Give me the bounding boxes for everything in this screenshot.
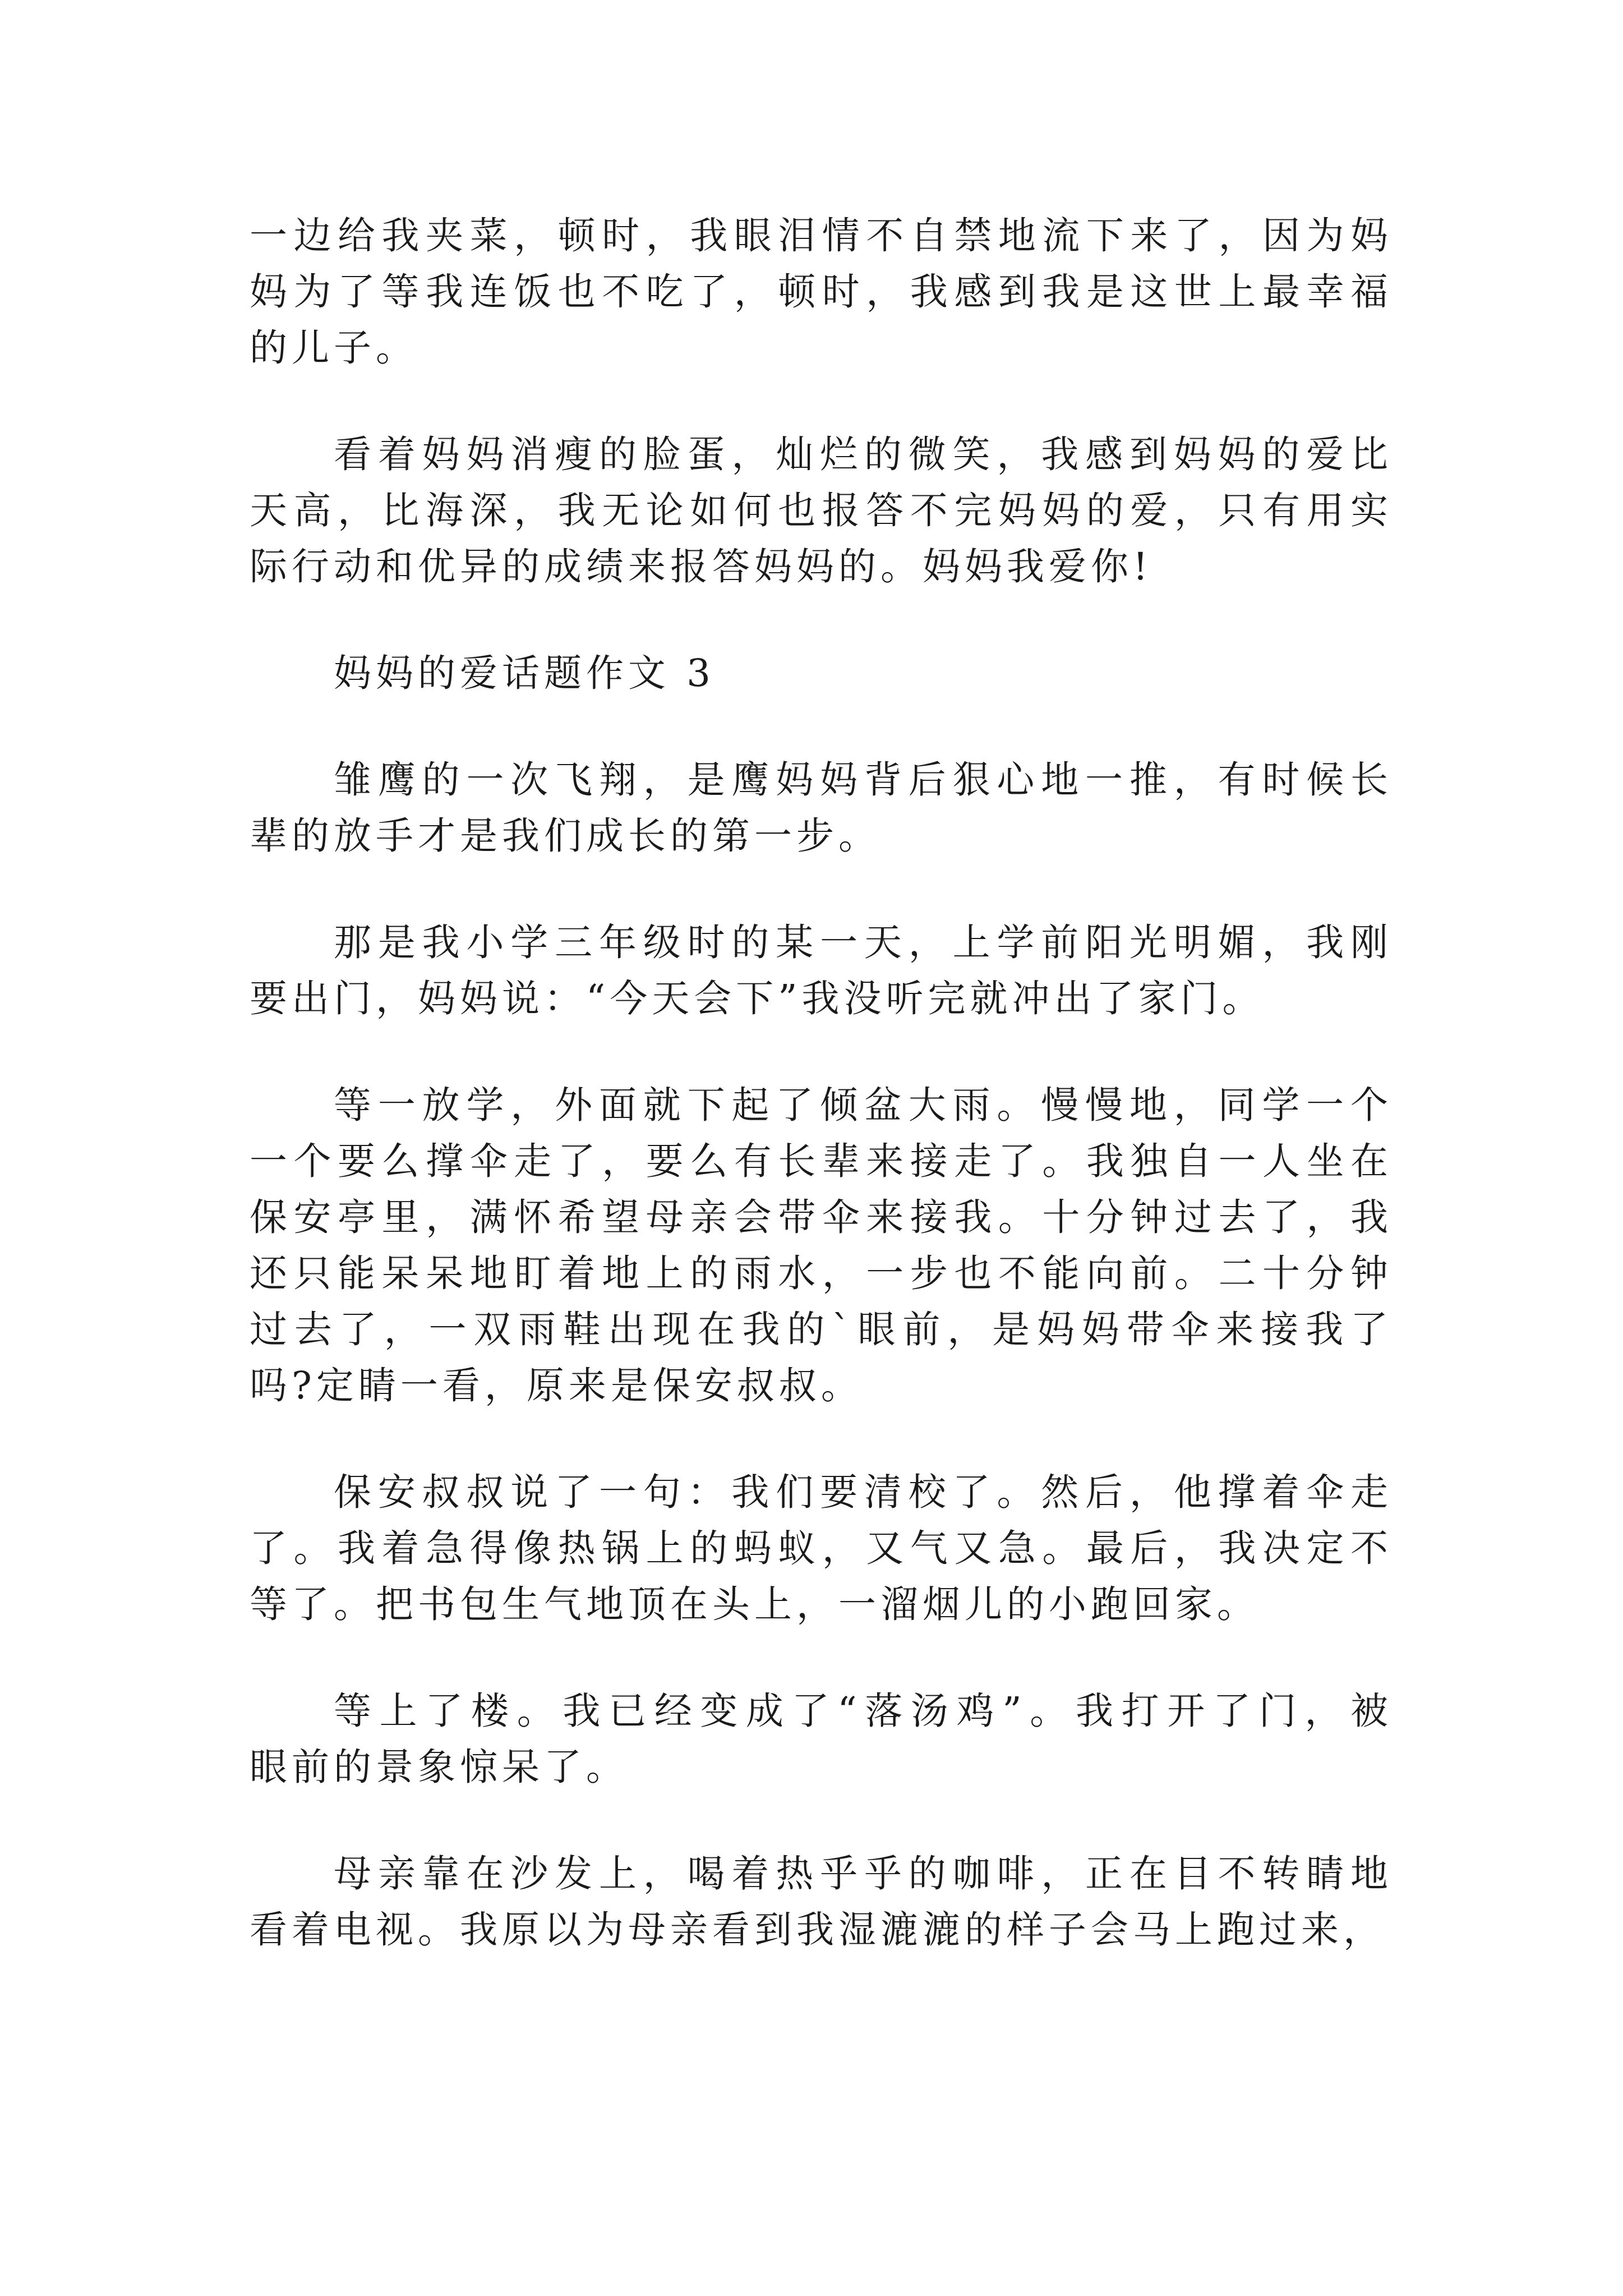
text-line: 一个要么撑伞走了，要么有长辈来接走了。我独自一人坐在 [250, 1139, 1388, 1183]
text-line: 等上了楼。我已经变成了“落汤鸡”。我打开了门，被 [334, 1689, 1388, 1733]
paragraph [250, 1077, 1388, 1414]
text-line: 保安叔叔说了一句：我们要清校了。然后，他撑着伞走 [334, 1470, 1388, 1514]
text-line: 天高，比海深，我无论如何也报答不完妈妈的爱，只有用实 [250, 489, 1388, 532]
text-line: 妈为了等我连饭也不吃了，顿时，我感到我是这世上最幸福 [250, 270, 1388, 314]
paragraph [250, 752, 1388, 864]
text-line: 等了。把书包生气地顶在头上，一溜烟儿的小跑回家。 [250, 1582, 1259, 1626]
paragraph [250, 208, 1388, 376]
paragraph-gap [250, 1795, 1388, 1846]
paragraph [250, 914, 1388, 1027]
text-line: 了。我着急得像热锅上的蚂蚁，又气又急。最后，我决定不 [250, 1526, 1388, 1570]
text-line: 的儿子。 [250, 326, 418, 370]
paragraph [250, 1683, 1388, 1795]
paragraph-gap [250, 1632, 1388, 1683]
text-line: 母亲靠在沙发上，喝着热乎乎的咖啡，正在目不转睛地 [334, 1852, 1388, 1895]
paragraph-gap [250, 1027, 1388, 1077]
text-line: 看着妈妈消瘦的脸蛋，灿烂的微笑，我感到妈妈的爱比 [334, 432, 1388, 476]
text-line: 一边给我夹菜，顿时，我眼泪情不自禁地流下来了，因为妈 [250, 214, 1388, 257]
text-line: 等一放学，外面就下起了倾盆大雨。慢慢地，同学一个 [334, 1083, 1388, 1127]
text-line: 际行动和优异的成绩来报答妈妈的。妈妈我爱你! [250, 545, 1152, 588]
text-line: 眼前的景象惊呆了。 [250, 1745, 628, 1789]
document-body [250, 208, 1388, 1958]
paragraph [250, 1464, 1388, 1632]
text-line: 还只能呆呆地盯着地上的雨水，一步也不能向前。二十分钟 [250, 1251, 1388, 1295]
paragraph [250, 1846, 1388, 1958]
text-line: 看着电视。我原以为母亲看到我湿漉漉的样子会马上跑过来， [250, 1908, 1385, 1952]
text-line: 妈妈的爱话题作文 3 [334, 651, 715, 695]
paragraph-gap [250, 376, 1388, 426]
paragraph-gap [250, 701, 1388, 752]
paragraph [250, 426, 1388, 595]
text-line: 辈的放手才是我们成长的第一步。 [250, 814, 880, 858]
text-line: 要出门，妈妈说：“今天会下”我没听完就冲出了家门。 [250, 977, 1265, 1020]
paragraph-gap [250, 1414, 1388, 1464]
paragraph [250, 645, 1388, 701]
text-line: 过去了，一双雨鞋出现在我的`眼前，是妈妈带伞来接我了 [250, 1308, 1388, 1351]
text-line: 吗?定睛一看，原来是保安叔叔。 [250, 1364, 863, 1407]
paragraph-gap [250, 595, 1388, 645]
text-line: 那是我小学三年级时的某一天，上学前阳光明媚，我刚 [334, 921, 1388, 964]
text-line: 保安亭里，满怀希望母亲会带伞来接我。十分钟过去了，我 [250, 1195, 1388, 1239]
paragraph-gap [250, 864, 1388, 914]
text-line: 雏鹰的一次飞翔，是鹰妈妈背后狠心地一推，有时候长 [334, 758, 1388, 802]
